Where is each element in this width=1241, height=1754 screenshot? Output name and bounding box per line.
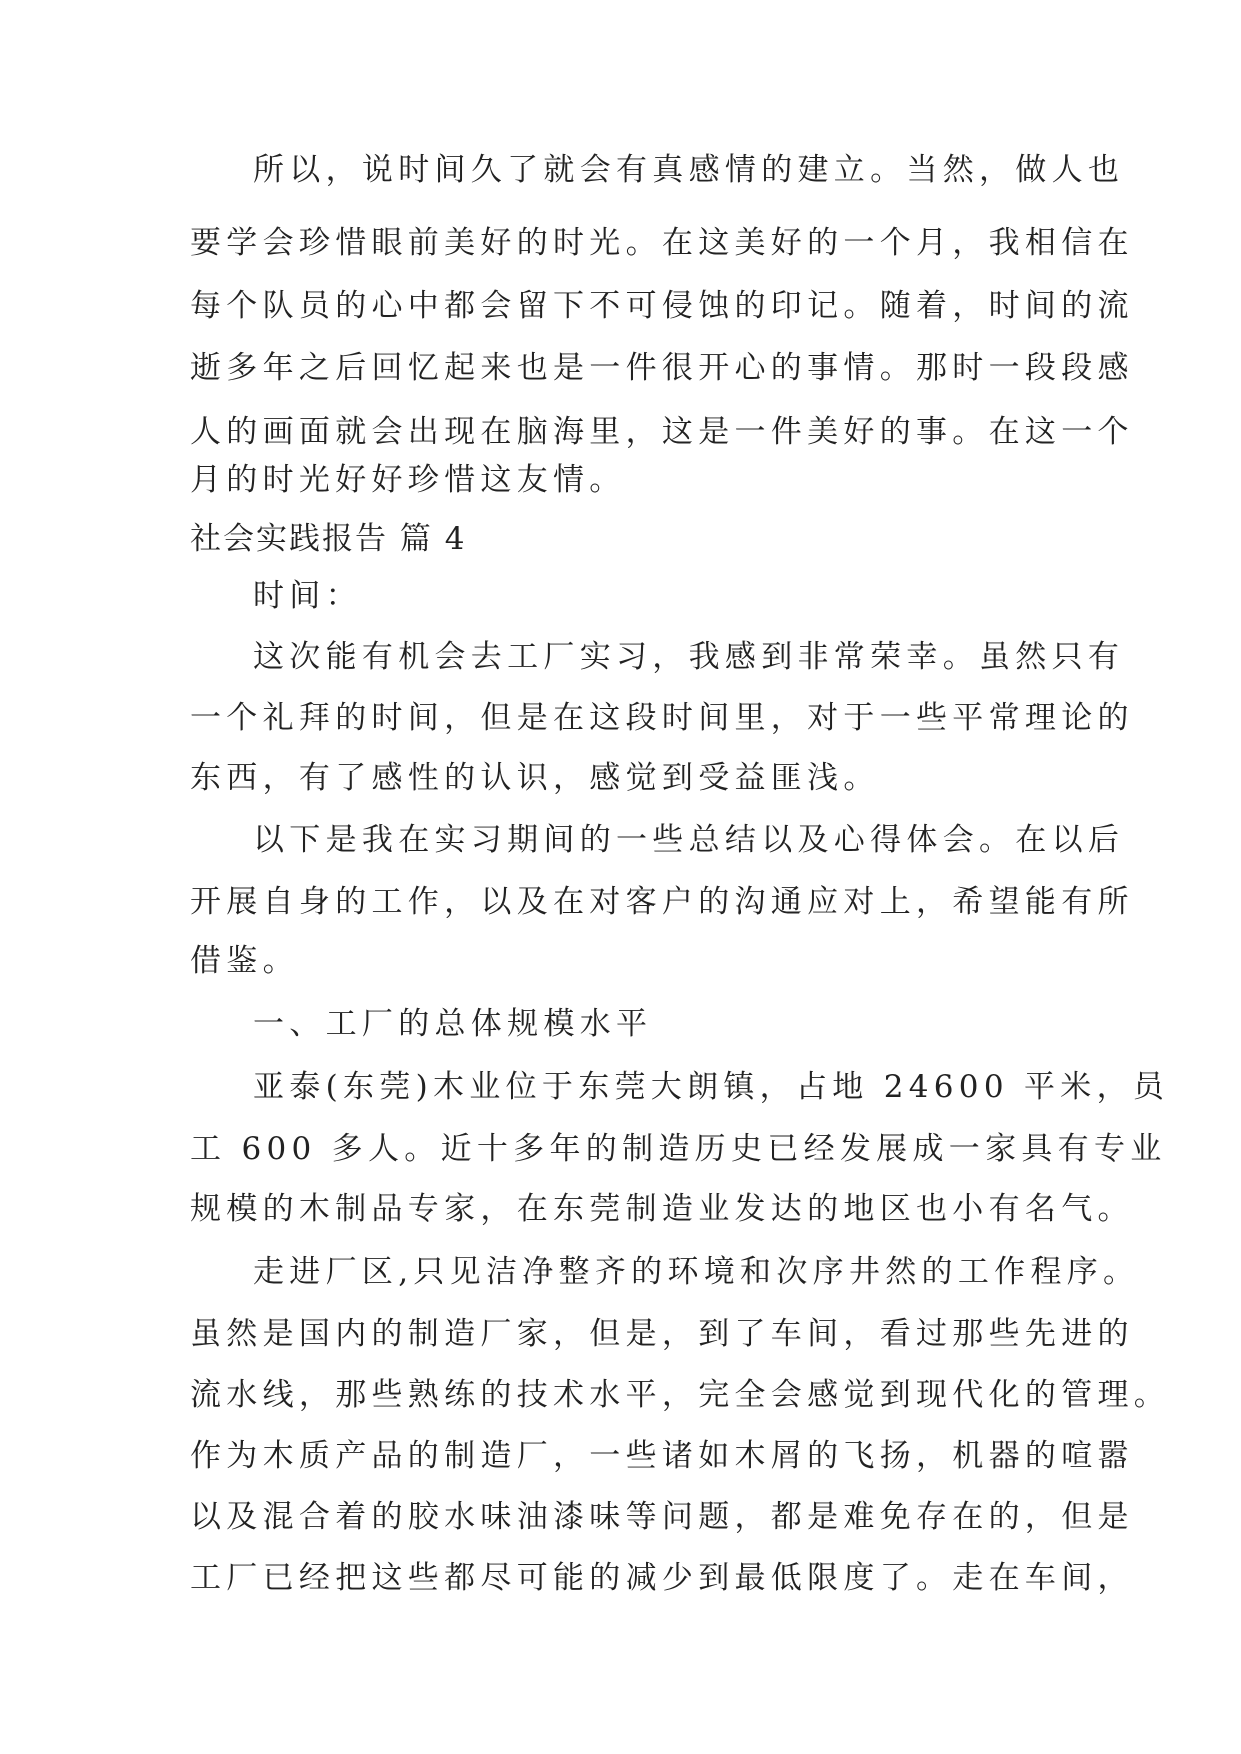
section-heading: 社会实践报告 篇 4 [190,521,467,557]
paragraph-line: 以及混合着的胶水味油漆味等问题，都是难免存在的，但是 [190,1499,1134,1535]
paragraph-line: 亚泰(东莞)木业位于东莞大朗镇，占地 24600 平米，员 [253,1069,1170,1105]
paragraph-line: 这次能有机会去工厂实习，我感到非常荣幸。虽然只有 [253,639,1125,675]
paragraph-line: 工 600 多人。近十多年的制造历史已经发展成一家具有专业 [190,1131,1167,1167]
paragraph-line: 要学会珍惜眼前美好的时光。在这美好的一个月，我相信在 [190,225,1134,261]
paragraph-line: 一、工厂的总体规模水平 [253,1006,653,1042]
paragraph-line: 月的时光好好珍惜这友情。 [190,462,626,498]
paragraph-line: 每个队员的心中都会留下不可侵蚀的印记。随着，时间的流 [190,288,1134,324]
paragraph-line: 虽然是国内的制造厂家，但是，到了车间，看过那些先进的 [190,1316,1134,1352]
paragraph-line: 借鉴。 [190,943,299,979]
paragraph-line: 流水线，那些熟练的技术水平，完全会感觉到现代化的管理。 [190,1377,1171,1413]
paragraph-line: 作为木质产品的制造厂，一些诸如木屑的飞扬，机器的喧嚣 [190,1438,1134,1474]
paragraph-line: 工厂已经把这些都尽可能的减少到最低限度了。走在车间， [190,1560,1134,1596]
paragraph-line: 所以，说时间久了就会有真感情的建立。当然，做人也 [253,152,1125,188]
paragraph-line: 时间： [253,578,362,614]
paragraph-line: 一个礼拜的时间，但是在这段时间里，对于一些平常理论的 [190,700,1134,736]
paragraph-line: 规模的木制品专家，在东莞制造业发达的地区也小有名气。 [190,1191,1134,1227]
paragraph-line: 开展自身的工作，以及在对客户的沟通应对上，希望能有所 [190,884,1134,920]
paragraph-line: 逝多年之后回忆起来也是一件很开心的事情。那时一段段感 [190,350,1134,386]
paragraph-line: 人的画面就会出现在脑海里，这是一件美好的事。在这一个 [190,414,1134,450]
paragraph-line: 走进厂区,只见洁净整齐的环境和次序井然的工作程序。 [253,1254,1140,1290]
paragraph-line: 东西，有了感性的认识，感觉到受益匪浅。 [190,760,880,796]
paragraph-line: 以下是我在实习期间的一些总结以及心得体会。在以后 [253,822,1125,858]
